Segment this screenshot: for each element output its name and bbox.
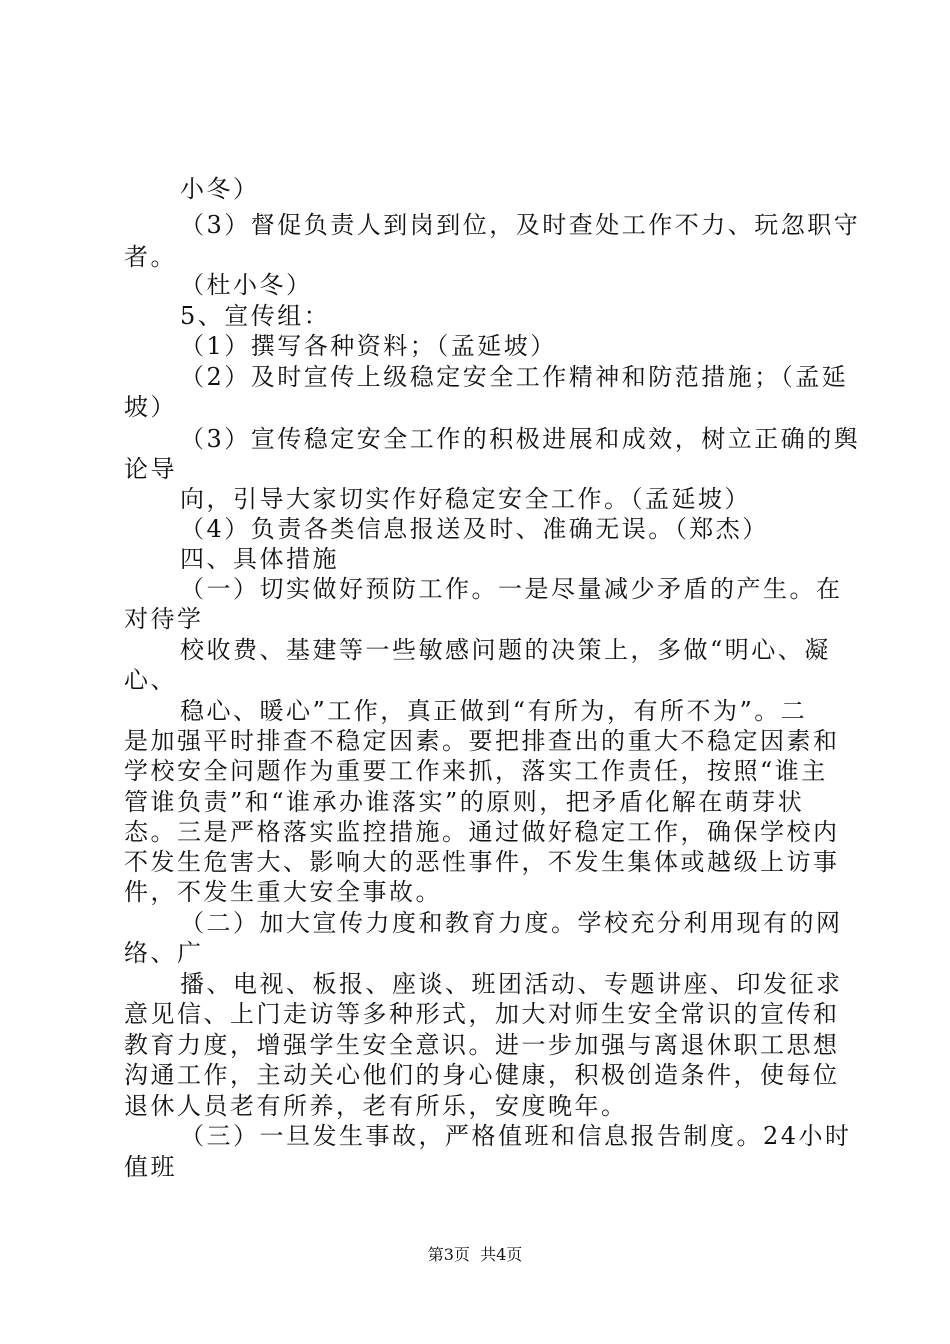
text-line: 沟通工作，主动关心他们的身心健康，积极创造条件，使每位 [124, 1061, 840, 1089]
text-line: 管谁负责”和“谁承办谁落实”的原则，把矛盾化解在萌芽状 [124, 788, 805, 816]
text-line: 是加强平时排查不稳定因素。要把排查出的重大不稳定因素和 [124, 727, 840, 755]
text-line: 学校安全问题作为重要工作来抓，落实工作责任，按照“谁主 [124, 757, 828, 785]
text-line: 心、 [124, 666, 177, 694]
text-line: （2）及时宣传上级稳定安全工作精神和防范措施；（孟延 [180, 363, 849, 391]
text-line: （一）切实做好预防工作。一是尽量减少矛盾的产生。在 [180, 575, 843, 603]
text-line: （3）督促负责人到岗到位，及时查处工作不力、玩忽职守 [180, 211, 861, 239]
page-number-footer: 第3页 共4页 [427, 1245, 523, 1264]
text-line: 播、电视、板报、座谈、班团活动、专题讲座、印发征求 [180, 970, 843, 998]
text-line: 5、宣传组： [180, 302, 331, 330]
text-line: 对待学 [124, 605, 204, 633]
text-line: （杜小冬） [180, 271, 313, 299]
text-line: 校收费、基建等一些敏感问题的决策上，多做“明心、凝 [180, 636, 831, 664]
text-line: （三）一旦发生事故，严格值班和信息报告制度。24小时 [180, 1122, 852, 1150]
text-line: 教育力度，增强学生安全意识。进一步加强与离退休职工思想 [124, 1031, 840, 1059]
text-line: 小冬） [180, 175, 260, 203]
text-line: 坡） [124, 393, 177, 421]
text-line: （3）宣传稳定安全工作的积极进展和成效，树立正确的舆 [180, 425, 861, 453]
text-line: 者。 [124, 243, 177, 271]
text-line: 四、具体措施 [180, 545, 339, 573]
text-line: 值班 [124, 1153, 177, 1181]
text-line: 络、广 [124, 939, 204, 967]
text-line: 论导 [124, 455, 177, 483]
text-line: 向，引导大家切实作好稳定安全工作。（孟延坡） [180, 485, 751, 513]
text-line: 意见信、上门走访等多种形式，加大对师生安全常识的宣传和 [124, 1000, 840, 1028]
text-line: 不发生危害大、影响大的恶性事件，不发生集体或越级上访事 [124, 848, 840, 876]
text-line: 退休人员老有所养，老有所乐，安度晚年。 [124, 1092, 628, 1120]
text-line: （1）撰写各种资料；（孟延坡） [180, 332, 557, 360]
text-line: 稳心、暖心”工作，真正做到“有所为，有所不为”。二 [180, 697, 808, 725]
text-line: 件，不发生重大安全事故。 [124, 878, 442, 906]
text-line: （4）负责各类信息报送及时、准确无误。（郑杰） [180, 515, 769, 543]
text-line: （二）加大宣传力度和教育力度。学校充分利用现有的网 [180, 909, 843, 937]
text-line: 态。三是严格落实监控措施。通过做好稳定工作，确保学校内 [124, 818, 840, 846]
